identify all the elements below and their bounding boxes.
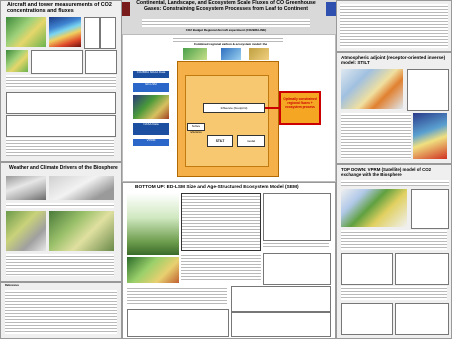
poster-header (128, 0, 324, 33)
map-thumb-3 (249, 48, 269, 60)
adjoint-text (341, 113, 411, 159)
abstract-panel (336, 0, 452, 52)
tree-plot (263, 193, 331, 241)
weather-map-1 (6, 176, 46, 200)
references-panel (0, 282, 122, 339)
co2bra-box: CO2BRA NOAA Data (133, 71, 169, 78)
logo-right (326, 2, 336, 16)
map-figure (6, 17, 46, 47)
vprm-plot-1 (411, 189, 449, 229)
vprm-results (341, 286, 447, 300)
landcover-map (127, 257, 179, 283)
vprm-caption (341, 230, 447, 250)
weather-caption-2 (6, 254, 114, 276)
flux-output-box: Optimally constrained regional fluxes + ecosystem process (279, 91, 321, 125)
aircraft-plot (31, 50, 83, 74)
surface-map-2 (49, 211, 114, 251)
process-inner (185, 75, 269, 167)
vprm-map (341, 189, 407, 227)
flux-comparison (263, 253, 331, 285)
bottom-up-title: BOTTOM UP: ED-LSM Size and Age-Structured Ecosystem Model (SEM) (135, 185, 299, 190)
stilt-map (413, 113, 447, 159)
weather-map-2 (49, 176, 114, 200)
weather-panel (0, 162, 122, 282)
weather-caption-1 (6, 203, 114, 208)
footprint-map (341, 69, 403, 109)
author-list (142, 19, 310, 27)
satellite-image (133, 95, 169, 119)
abstract-text (340, 4, 448, 48)
vprm-box: VPRM (133, 139, 169, 146)
map-thumb-1 (183, 48, 207, 60)
model-description (181, 193, 261, 251)
model-box: model (237, 135, 265, 147)
map-thumb-2 (221, 48, 241, 60)
aircraft-title: Aircraft and tower measurements of CO2 concentrations and fluxes (7, 2, 112, 14)
top-down-panel (336, 164, 452, 339)
vprm-formula (341, 180, 449, 186)
influence-box: Influence (Footprint) (203, 103, 265, 113)
timeseries-ed-2 (231, 286, 331, 312)
profile-plot-2 (100, 17, 116, 49)
logo-left (122, 2, 130, 16)
top-down-title: TOP DOWN: VPRM (Satellite) model of CO2 exchange with the Biosphere (341, 167, 432, 177)
tree-caption (263, 241, 329, 249)
profile-plot-1 (84, 17, 100, 49)
landcover-caption (181, 253, 261, 281)
poster-title: Continental, Landscape, and Ecosystem Scale Fluxes of CO Greenhouse Gases: Constraining Ecosystem Processes from Leaf to Continent (136, 0, 316, 12)
timeseries-ed-3 (231, 312, 331, 337)
timeseries-ed-1 (127, 309, 229, 337)
adjoint-title: Atmospheric adjoint (receptor-oriented inverse) model: STILT (341, 55, 446, 65)
timeseries-1 (6, 92, 116, 114)
nasa-box: NASA Data (133, 123, 169, 135)
reflectance-box: Surface reflectance (187, 123, 205, 131)
stilt-box: STILT (207, 135, 233, 147)
ecosystem-diagram (127, 193, 179, 255)
surface-map-1 (6, 211, 46, 251)
flow-subtitle: Combined regional carbon & ecosystem model: the (193, 42, 268, 46)
timeseries-2 (6, 115, 116, 137)
results-text (127, 286, 227, 306)
aircraft-panel (0, 0, 122, 162)
vprm-plot-2 (341, 253, 393, 285)
output-arrow (265, 107, 279, 109)
vprm-plot-3 (395, 253, 449, 285)
weather-title: Weather and Climate Drivers of the Biosphere (9, 165, 118, 171)
footprint-plot (407, 69, 449, 111)
aircraft-notes (6, 138, 114, 156)
vprm-plot-4 (341, 303, 393, 335)
bottom-up-panel (122, 182, 336, 339)
flow-panel (122, 34, 336, 182)
ed-box: ED-LSM (133, 83, 169, 92)
adjoint-panel (336, 52, 452, 164)
tower-photo (6, 50, 28, 72)
references-text (5, 290, 117, 334)
flight-map (49, 17, 81, 47)
aircraft-caption (6, 75, 116, 89)
references-label: References (5, 284, 19, 287)
flux-plot (85, 50, 117, 74)
budget-label: CO2 Budget Regional Aircraft experiment (CO2BRA-INE) (185, 28, 267, 32)
vprm-plot-5 (395, 303, 449, 335)
